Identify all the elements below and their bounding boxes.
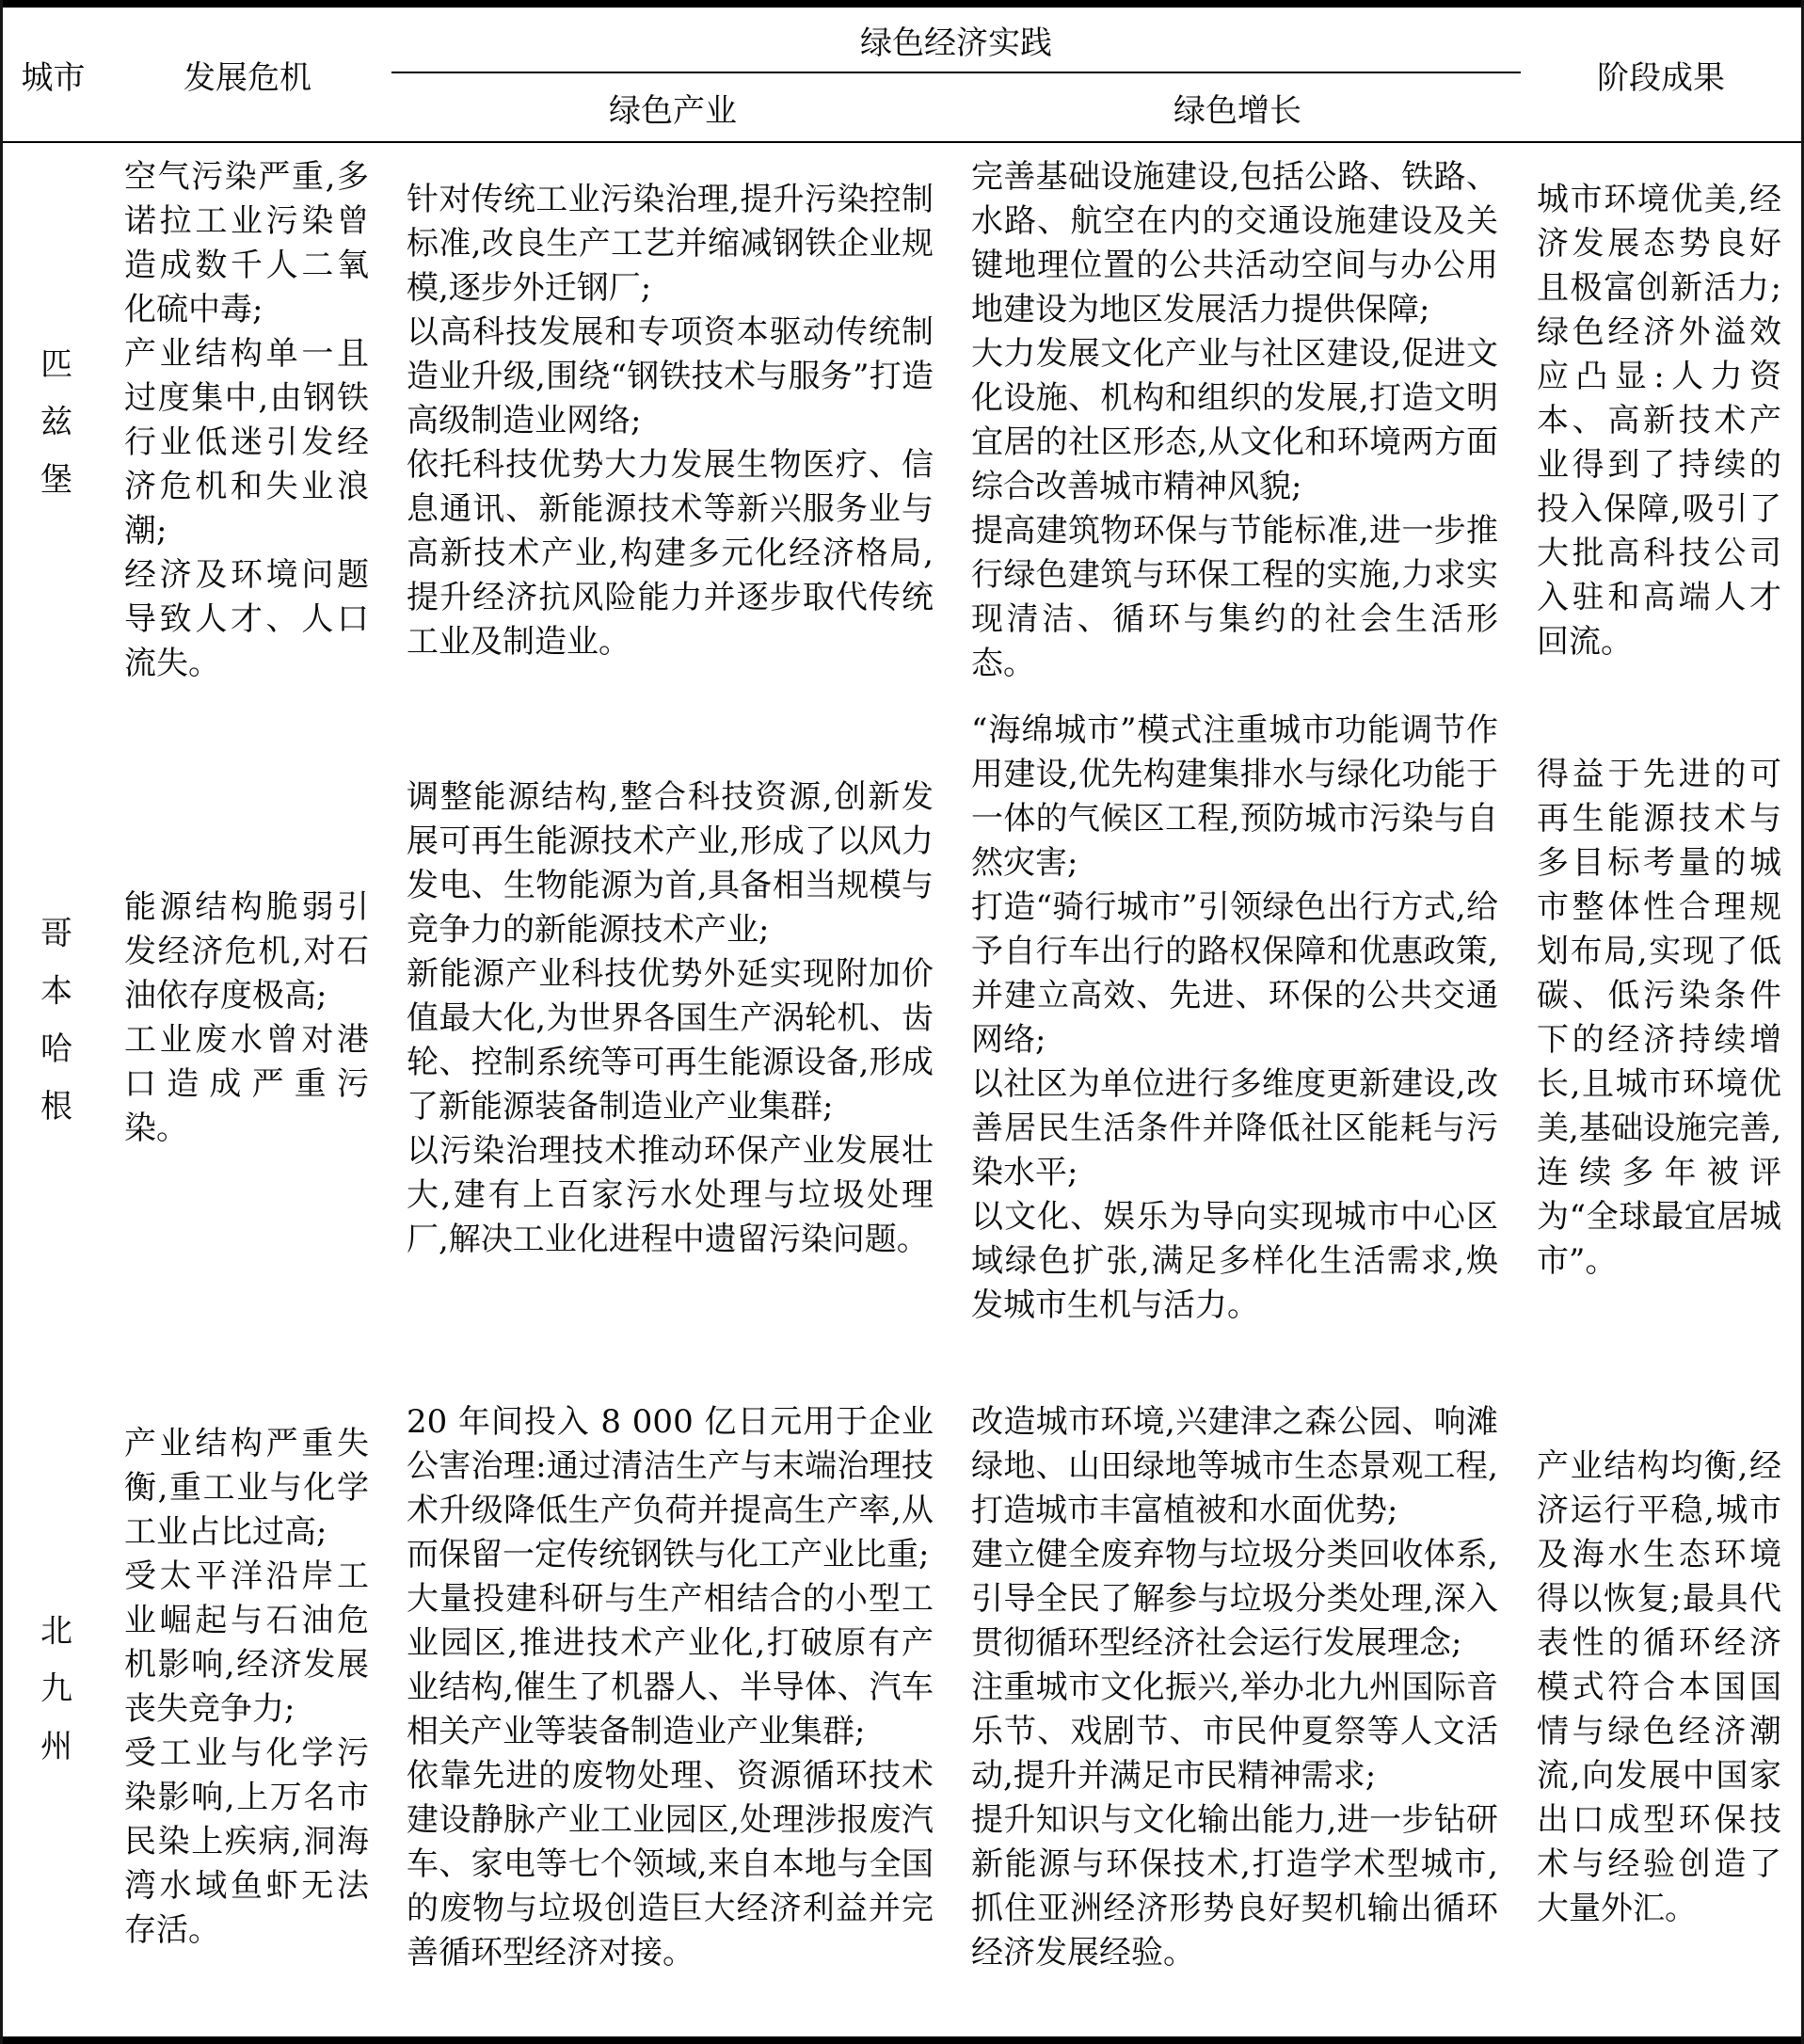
results-paragraph: 产业结构均衡,经济运行平稳,城市及海水生态环境得以恢复;最具代表性的循环经济模式符合本国国情与绿色经济潮流,向发展中国家出口成型环保技术与经验创造了大量外汇。 [1537,1446,1781,1927]
industry-paragraph: 依靠先进的废物处理、资源循环技术建设静脉产业工业园区,处理涉报废汽车、家电等七个领域,来自本地与全国的废物与垃圾创造巨大经济利益并完善循环型经济对接。 [407,1756,934,1972]
industry-paragraph: 新能源产业科技优势外延实现附加价值最大化,为世界各国生产涡轮机、齿轮、控制系统等可再生能源设备,形成了新能源装备制造业产业集群; [407,954,934,1126]
results-cell [1521,1445,1801,1931]
city-name-label: 匹兹堡 [34,346,72,520]
growth-paragraph: 提升知识与文化输出能力,进一步钻研新能源与环保技术,打造学术型城市,抓住亚洲经济形势良好契机输出循环经济发展经验。 [971,1800,1498,1972]
growth-paragraph: 大力发展文化产业与社区建设,促进文化设施、机构和组织的发展,打造文明宜居的社区形态,从文化和环境两方面综合改善城市精神风貌; [971,335,1498,505]
header-cell-growth [954,73,1521,141]
header-practice-subrow [391,73,1521,141]
table-row [3,698,1801,1338]
industry-cell [391,1400,954,1975]
growth-paragraph: 注重城市文化振兴,举办北九州国际音乐节、戏剧节、市民仲夏祭等人文活动,提升并满足市民精神需求; [971,1668,1498,1795]
table-row [3,1338,1801,2036]
industry-paragraph: 以污染治理技术推动环保产业发展壮大,建有上百家污水处理与垃圾处理厂,解决工业化进程中遗留污染问题。 [407,1131,934,1258]
crisis-paragraph: 受太平洋沿岸工业崛起与石油危机影响,经济发展丧失竞争力; [124,1557,369,1728]
header-growth-label: 绿色增长 [1173,91,1301,130]
header-crisis-label: 发展危机 [184,58,311,97]
header-practice-label: 绿色经济实践 [860,24,1052,62]
growth-cell [954,155,1521,686]
industry-paragraph: 依托科技优势大力发展生物医疗、信息通讯、新能源技术等新兴服务业与高新技术产业,构建多元化经济格局,提升经济抗风险能力并逐步取代传统工业及制造业。 [407,445,934,661]
growth-paragraph: 以社区为单位进行多维度更新建设,改善居民生活条件并降低社区能耗与污染水平; [971,1065,1498,1191]
industry-paragraph: 20 年间投入 8 000 亿日元用于企业公害治理:通过清洁生产与末端治理技术升级降低生产负荷并提高生产率,从而保留一定传统钢铁与化工产业比重; [407,1402,934,1573]
industry-cell [391,775,954,1262]
city-name [3,143,104,698]
header-cell-results [1521,8,1801,141]
growth-paragraph: 改造城市环境,兴建津之森公园、响滩绿地、山田绿地等城市生态景观工程,打造城市丰富植被和水面优势; [971,1402,1498,1529]
header-cell-practice-group [391,8,1521,141]
growth-paragraph: 完善基础设施建设,包括公路、铁路、水路、航空在内的交通设施建设及关键地理位置的公共活动空间与办公用地建设为地区发展活力提供保障; [971,158,1498,328]
results-cell [1521,753,1801,1284]
crisis-cell [104,886,391,1151]
industry-paragraph: 以高科技发展和专项资本驱动传统制造业升级,围绕“钢铁技术与服务”打造高级制造业网络; [407,312,934,439]
crisis-paragraph: 经济及环境问题导致人才、人口流失。 [124,556,369,682]
crisis-paragraph: 工业废水曾对港口造成严重污染。 [124,1021,369,1147]
city-name [3,1338,104,2036]
industry-paragraph: 针对传统工业污染治理,提升污染控制标准,改良生产工艺并缩减钢铁企业规模,逐步外迁钢厂; [407,180,934,307]
crisis-paragraph: 能源结构脆弱引发经济危机,对石油依存度极高; [124,888,369,1014]
results-paragraph: 得益于先进的可再生能源技术与多目标考量的城市整体性合理规划布局,实现了低碳、低污染条件下的经济持续增长,且城市环境优美,基础设施完善,连续多年被评为“全球最宜居城市”。 [1537,756,1781,1280]
growth-paragraph: 提高建筑物环保与节能标准,进一步推行绿色建筑与环保工程的实施,力求实现清洁、循环与集约的社会生活形态。 [971,512,1498,682]
growth-cell [954,709,1521,1328]
crisis-paragraph: 空气污染严重,多诺拉工业污染曾造成数千人二氧化硫中毒; [124,158,369,328]
growth-cell [954,1400,1521,1975]
industry-paragraph: 大量投建科研与生产相结合的小型工业园区,推进技术产业化,打破原有产业结构,催生了机器人、半导体、汽车相关产业等装备制造业产业集群; [407,1579,934,1750]
growth-paragraph: “海绵城市”模式注重城市功能调节作用建设,优先构建集排水与绿化功能于一体的气候区工程,预防城市污染与自然灾害; [971,711,1498,882]
header-cell-city [3,8,104,141]
crisis-paragraph: 受工业与化学污染影响,上万名市民染上疾病,洞海湾水域鱼虾无法存活。 [124,1734,369,1949]
crisis-cell [104,155,391,686]
city-name-label: 哥本哈根 [34,916,72,1147]
industry-paragraph: 调整能源结构,整合科技资源,创新发展可再生能源技术产业,形成了以风力发电、生物能源为首,具备相当规模与竞争力的新能源技术产业; [407,777,934,949]
city-name-label: 北九州 [34,1613,72,1787]
header-practice [391,8,1521,72]
growth-paragraph: 建立健全废弃物与垃圾分类回收体系,引导全民了解参与垃圾分类处理,深入贯彻循环型经济社会运行发展理念; [971,1535,1498,1662]
results-paragraph: 城市环境优美,经济发展态势良好且极富创新活力;绿色经济外溢效应凸显:人力资本、高新技术产业得到了持续的投入保障,吸引了大批高科技公司入驻和高端人才回流。 [1537,180,1781,661]
header-cell-industry [391,73,954,141]
crisis-cell [104,1422,391,1953]
table-body [3,143,1801,2036]
header-industry-label: 绿色产业 [609,91,737,130]
header-city-label: 城市 [21,58,86,97]
results-cell [1521,178,1801,664]
table-top-rule [3,0,1801,8]
growth-paragraph: 以文化、娱乐为导向实现城市中心区域绿色扩张,满足多样化生活需求,焕发城市生机与活力。 [971,1198,1498,1324]
table-bottom-rule [3,2036,1801,2044]
industry-cell [391,178,954,664]
header-results-label: 阶段成果 [1597,58,1725,97]
table-row [3,143,1801,698]
table-header [3,8,1801,141]
crisis-paragraph: 产业结构严重失衡,重工业与化学工业占比过高; [124,1425,369,1551]
header-cell-crisis [104,8,391,141]
crisis-paragraph: 产业结构单一且过度集中,由钢铁行业低迷引发经济危机和失业浪潮; [124,335,369,550]
city-name [3,698,104,1338]
growth-paragraph: 打造“骑行城市”引领绿色出行方式,给予自行车出行的路权保障和优惠政策,并建立高效、先进、环保的公共交通网络; [971,888,1498,1059]
